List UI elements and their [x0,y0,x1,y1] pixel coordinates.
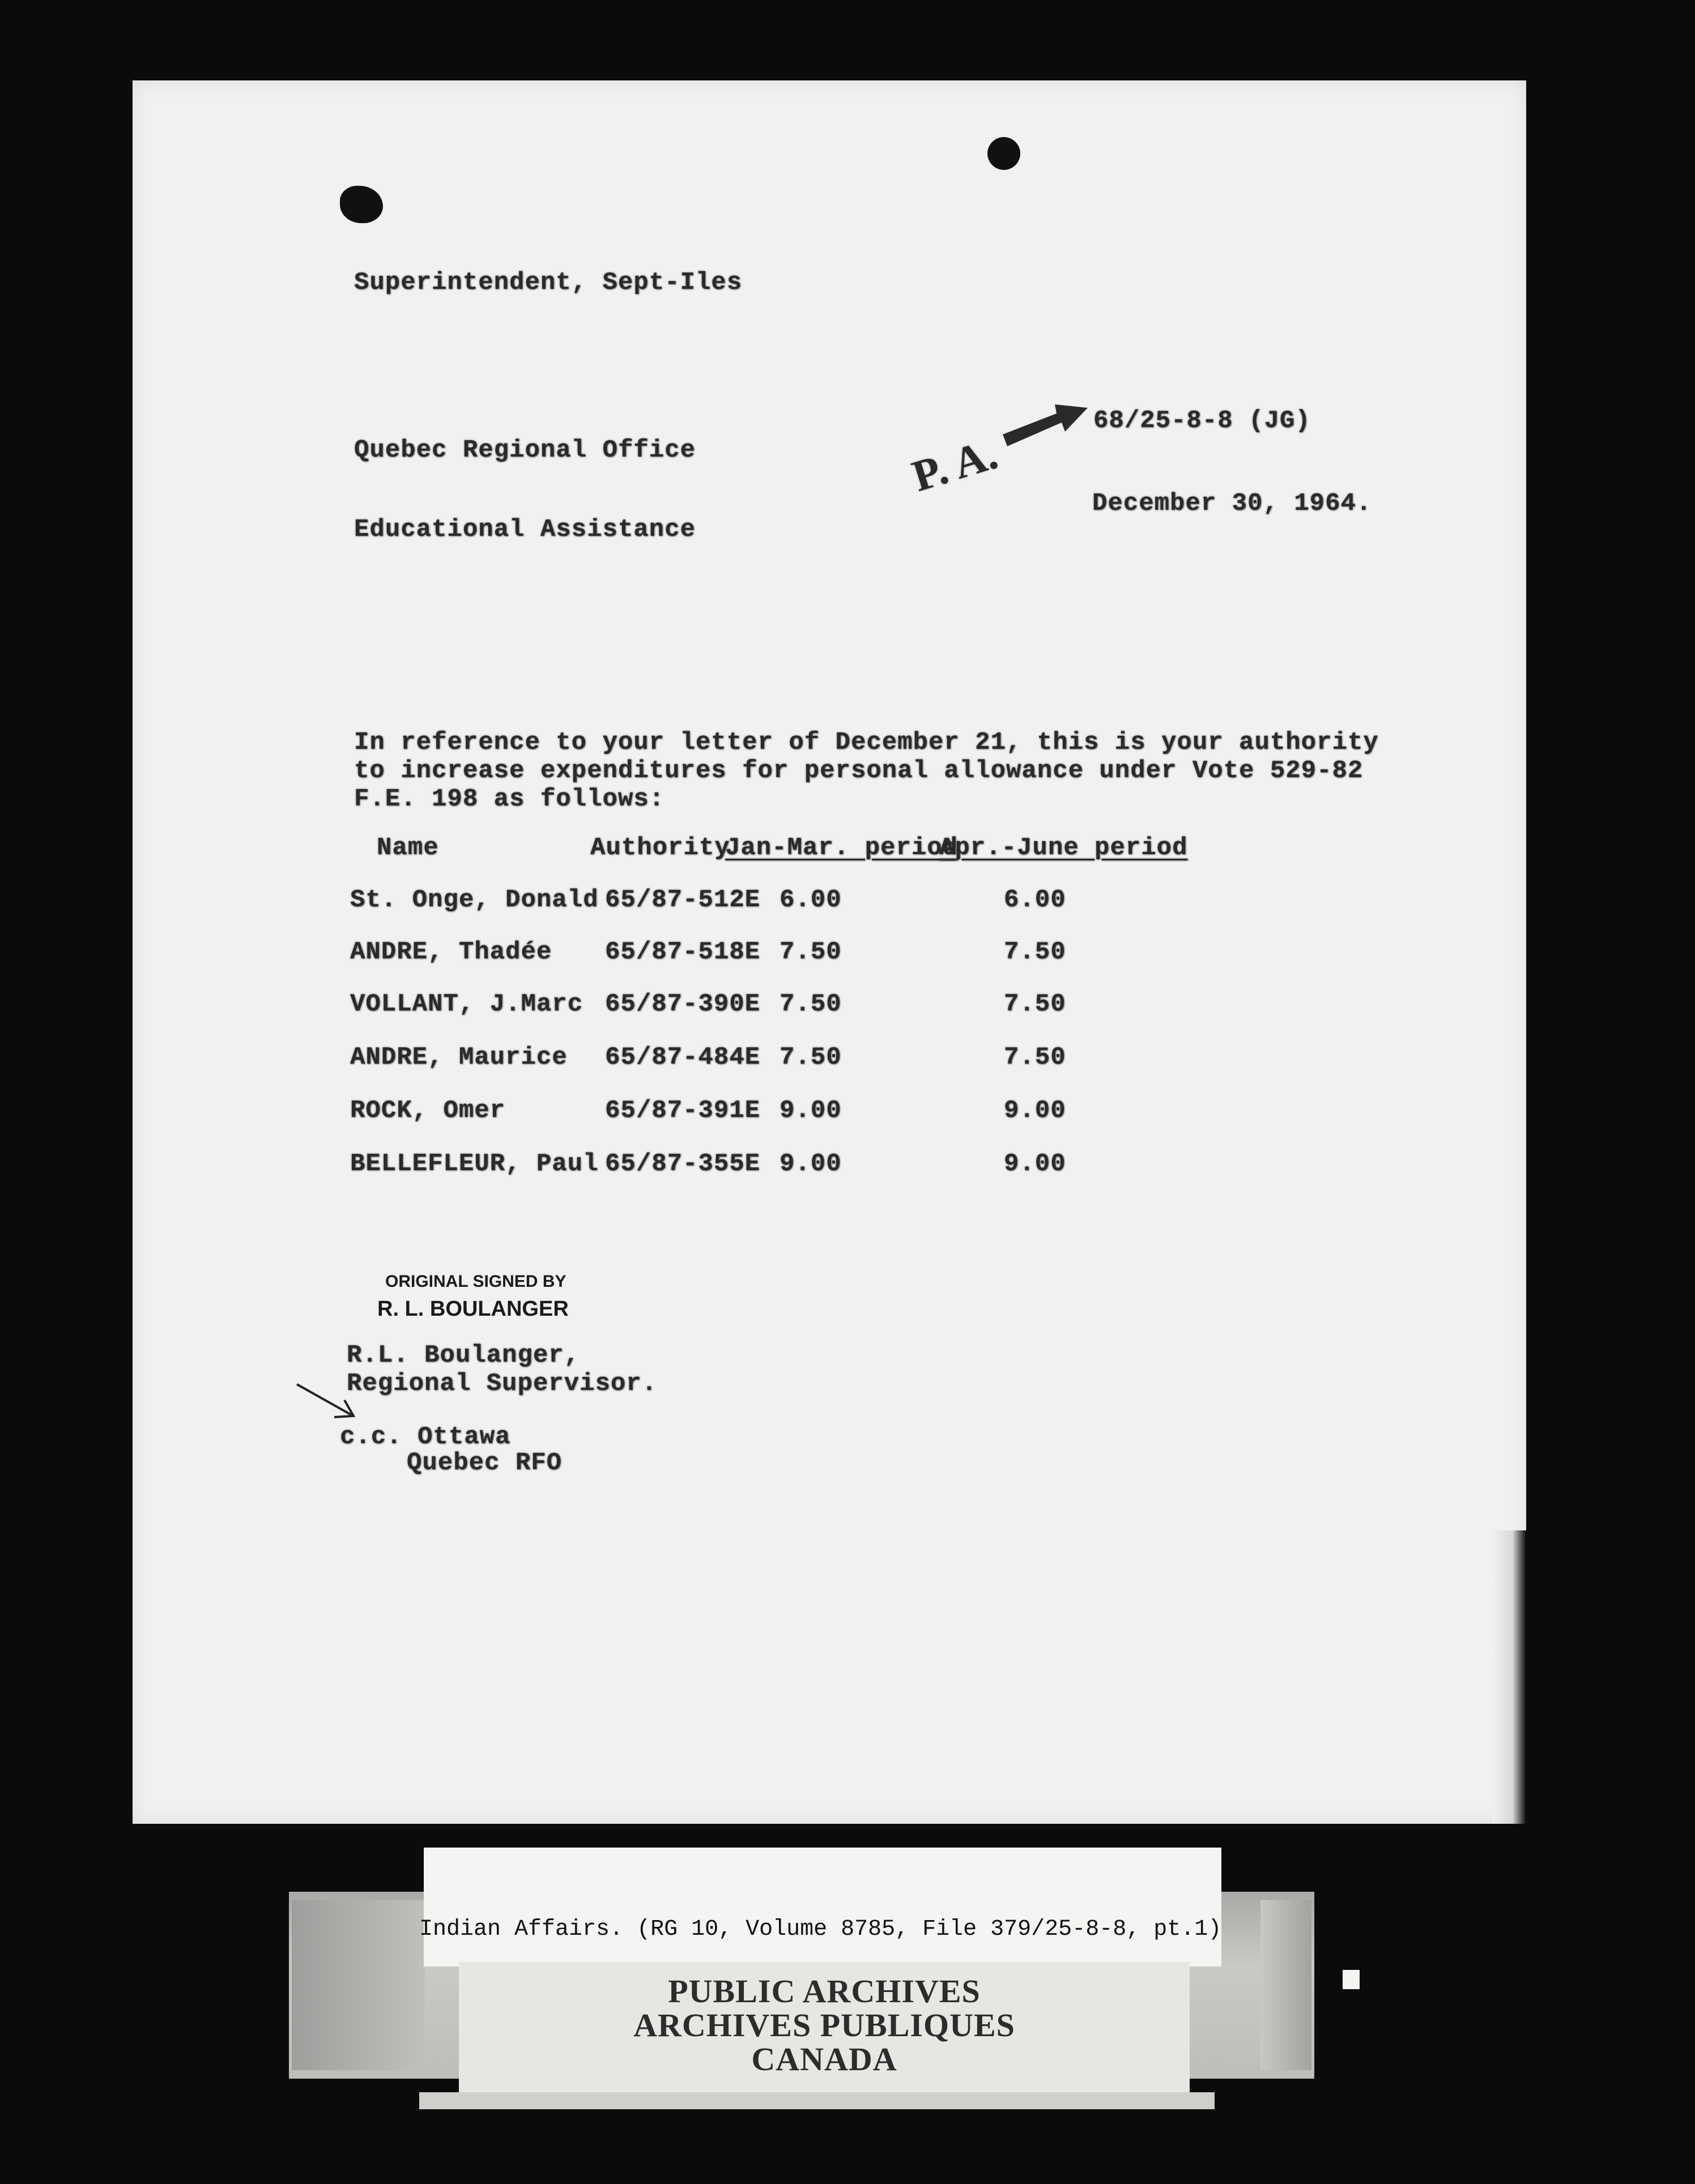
row-jan-mar: 7.50 [780,938,842,966]
row-authority: 65/87-355E [605,1150,761,1178]
punch-hole [987,137,1020,170]
row-apr-june: 7.50 [1004,1043,1066,1072]
cc-line: Quebec RFO [407,1449,563,1477]
archive-reference: Indian Affairs. (RG 10, Volume 8785, File 379/25-8-8, pt.1) [419,1917,1222,1942]
row-name: St. Onge, Donald [350,886,599,914]
body-line: to increase expenditures for personal allowance under Vote 529-82 [354,757,1364,785]
row-apr-june: 9.00 [1004,1097,1066,1125]
row-jan-mar: 7.50 [780,990,842,1018]
row-name: BELLEFLEUR, Paul [350,1150,599,1178]
archive-line-1: PUBLIC ARCHIVES [668,1973,981,2010]
signed-stamp-line2: R. L. BOULANGER [377,1297,569,1321]
archive-line-2: ARCHIVES PUBLIQUES [633,2007,1015,2044]
label-side [292,1900,425,2070]
letter-date: December 30, 1964. [1092,489,1372,518]
row-authority: 65/87-484E [605,1043,761,1072]
row-name: ANDRE, Thadée [350,938,552,966]
sender-line: Quebec Regional Office [354,436,696,464]
recipient-line: Superintendent, Sept-Iles [354,268,743,297]
row-jan-mar: 9.00 [780,1097,842,1125]
signer-title: Regional Supervisor. [347,1370,658,1398]
row-name: ANDRE, Maurice [350,1043,568,1072]
pa-stamp: P. A. [906,428,1003,501]
file-number: 68/25-8-8 (JG) [1093,407,1311,435]
label-side [1260,1900,1311,2070]
row-authority: 65/87-512E [605,886,761,914]
body-line: In reference to your letter of December 21, this is your authority [354,728,1379,757]
subject-line: Educational Assistance [354,515,696,544]
row-jan-mar: 9.00 [780,1150,842,1178]
label-tab [1343,1970,1360,1989]
header-authority: Authority [590,834,730,862]
row-jan-mar: 6.00 [780,886,842,914]
row-authority: 65/87-391E [605,1097,761,1125]
row-name: ROCK, Omer [350,1097,506,1125]
header-jan-mar: Jan-Mar. period [725,834,959,862]
archive-stamp [459,1962,1190,2092]
header-name: Name [377,834,439,862]
row-apr-june: 9.00 [1004,1150,1066,1178]
signed-stamp-line1: ORIGINAL SIGNED BY [385,1272,567,1291]
reference-label [424,1848,1221,1967]
archive-line-3: CANADA [751,2041,897,2078]
row-apr-june: 6.00 [1004,886,1066,914]
row-apr-june: 7.50 [1004,990,1066,1018]
arrow-stamp-icon [1003,403,1088,449]
signer-name: R.L. Boulanger, [347,1341,580,1370]
handwritten-arrow-icon [295,1382,363,1427]
row-apr-june: 7.50 [1004,938,1066,966]
row-jan-mar: 7.50 [780,1043,842,1072]
label-strip [419,2092,1215,2109]
cc-line: c.c. Ottawa [340,1423,511,1451]
row-authority: 65/87-390E [605,990,761,1018]
row-authority: 65/87-518E [605,938,761,966]
row-name: VOLLANT, J.Marc [350,990,584,1018]
header-apr-june: Apr.-June period [939,834,1188,862]
torn-edge [1492,1530,1526,1824]
body-line: F.E. 198 as follows: [354,785,665,813]
